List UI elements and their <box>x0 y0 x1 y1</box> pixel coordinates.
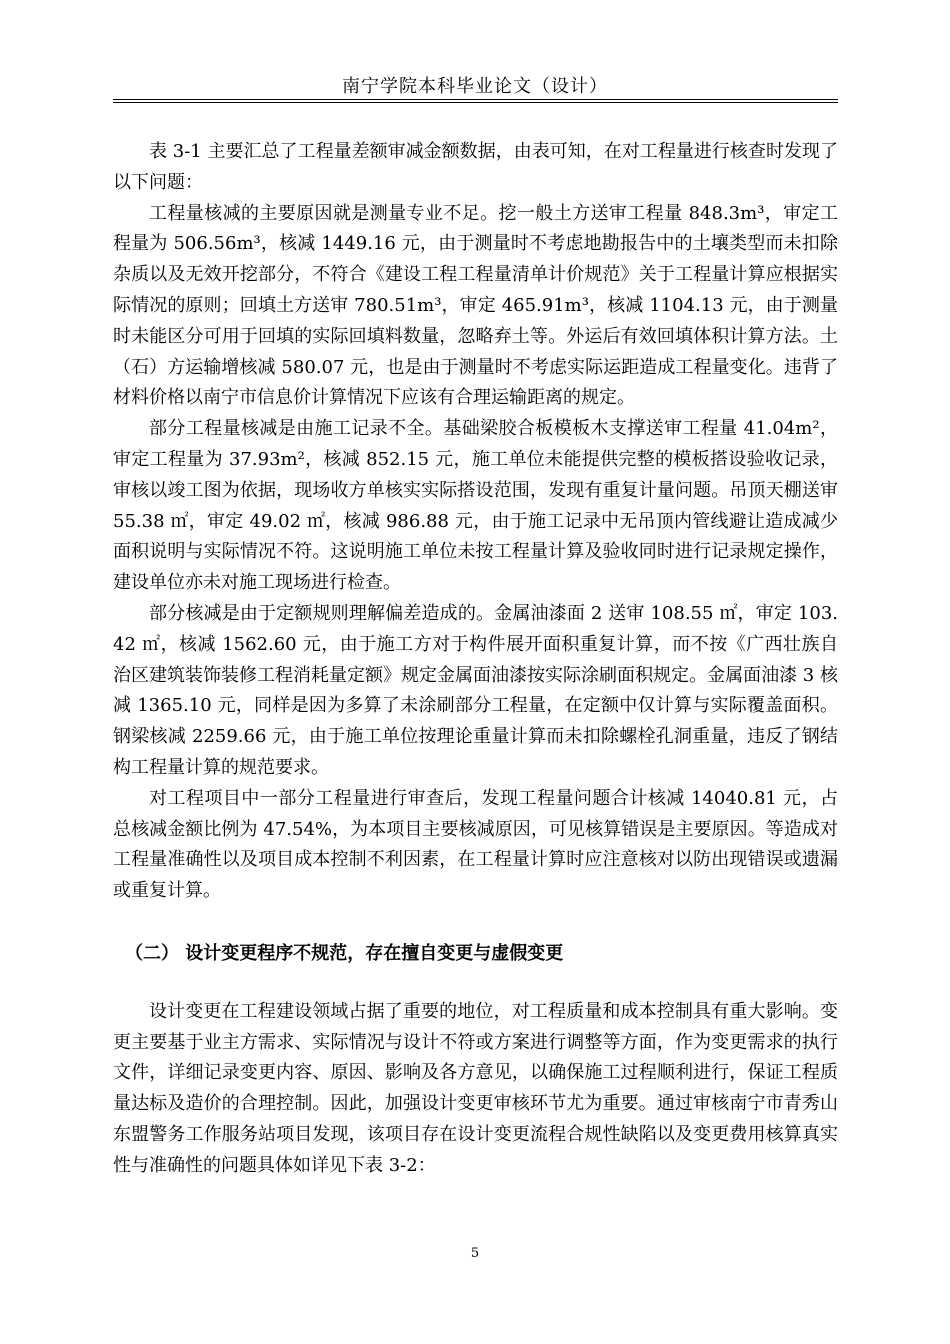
body-paragraph: 对工程项目中一部分工程量进行审查后，发现工程量问题合计核减 14040.81 元，占总核减金额比例为 47.54%，为本项目主要核减原因，可见核算错误是主要原因。等造成对工程量准确性以及项目成本控制不利因素，在工程量计算时应注意核对以防出现错误或遗漏或重复计算。 <box>113 787 838 902</box>
section-heading: （二） 设计变更程序不规范，存在擅自变更与虚假变更 <box>125 942 564 964</box>
body-paragraph: 工程量核减的主要原因就是测量专业不足。挖一般土方送审工程量 848.3m³，审定工程量为 506.56m³，核减 1449.16 元，由于测量时不考虑地勘报告中的土壤类型而未扣除杂质以及无效开挖部分，不符合《建设工程工程量清单计价规范》关于工程量计算应根据实际情况的原则；回填土方送审 780.51m³，审定 465.91m³，核减 1104.13 元，由于测量时未能区分可用于回填的实际回填料数量，忽略弃土等。外运后有效回填体积计算方法。土（石）方运输增核减 580.07 元，也是由于测量时不考虑实际运距造成工程量变化。违背了材料价格以南宁市信息价计算情况下应该有合理运输距离的规定。 <box>113 202 838 409</box>
running-header: 南宁学院本科毕业论文（设计） <box>342 76 608 97</box>
body-paragraph: 设计变更在工程建设领域占据了重要的地位，对工程质量和成本控制具有重大影响。变更主要基于业主方需求、实际情况与设计不符或方案进行调整等方面，作为变更需求的执行文件，详细记录变更内容、原因、影响及各方意见，以确保施工过程顺利进行，保证工程质量达标及造价的合理控制。因此，加强设计变更审核环节尤为重要。通过审核南宁市青秀山东盟警务工作服务站项目发现，该项目存在设计变更流程合规性缺陷以及变更费用核算真实性与准确性的问题具体如详见下表 3-2： <box>113 1000 838 1176</box>
body-paragraph: 部分核减是由于定额规则理解偏差造成的。金属油漆面 2 送审 108.55 ㎡，审定 103.42 ㎡，核减 1562.60 元，由于施工方对于构件展开面积重复计算，而不按《广西壮族自治区建筑装饰装修工程消耗量定额》规定金属面油漆按实际涂刷面积规定。金属面油漆 3 核减 1365.10 元，同样是因为多算了未涂刷部分工程量，在定额中仅计算与实际覆盖面积。钢梁核减 2259.66 元，由于施工单位按理论重量计算而未扣除螺栓孔洞重量，违反了钢结构工程量计算的规范要求。 <box>113 602 838 778</box>
header-rule-thin <box>113 102 838 103</box>
body-paragraph: 表 3-1 主要汇总了工程量差额审减金额数据，由表可知，在对工程量进行核查时发现了以下问题： <box>113 141 838 193</box>
page-body <box>113 137 838 1182</box>
body-paragraph: 部分工程量核减是由施工记录不全。基础梁胶合板模板木支撑送审工程量 41.04m²，审定工程量为 37.93m²，核减 852.15 元，施工单位未能提供完整的模板搭设验收记录，审核以竣工图为依据，现场收方单核实实际搭设范围，发现有重复计量问题。吊顶天棚送审 55.38 ㎡，审定 49.02 ㎡，核减 986.88 元，由于施工记录中无吊顶内管线避让造成减少面积说明与实际情况不符。这说明施工单位未按工程量计算及验收同时进行记录规定操作，建设单位亦未对施工现场进行检查。 <box>113 418 838 594</box>
header-rule <box>113 99 838 100</box>
page-number: 5 <box>470 1246 480 1261</box>
